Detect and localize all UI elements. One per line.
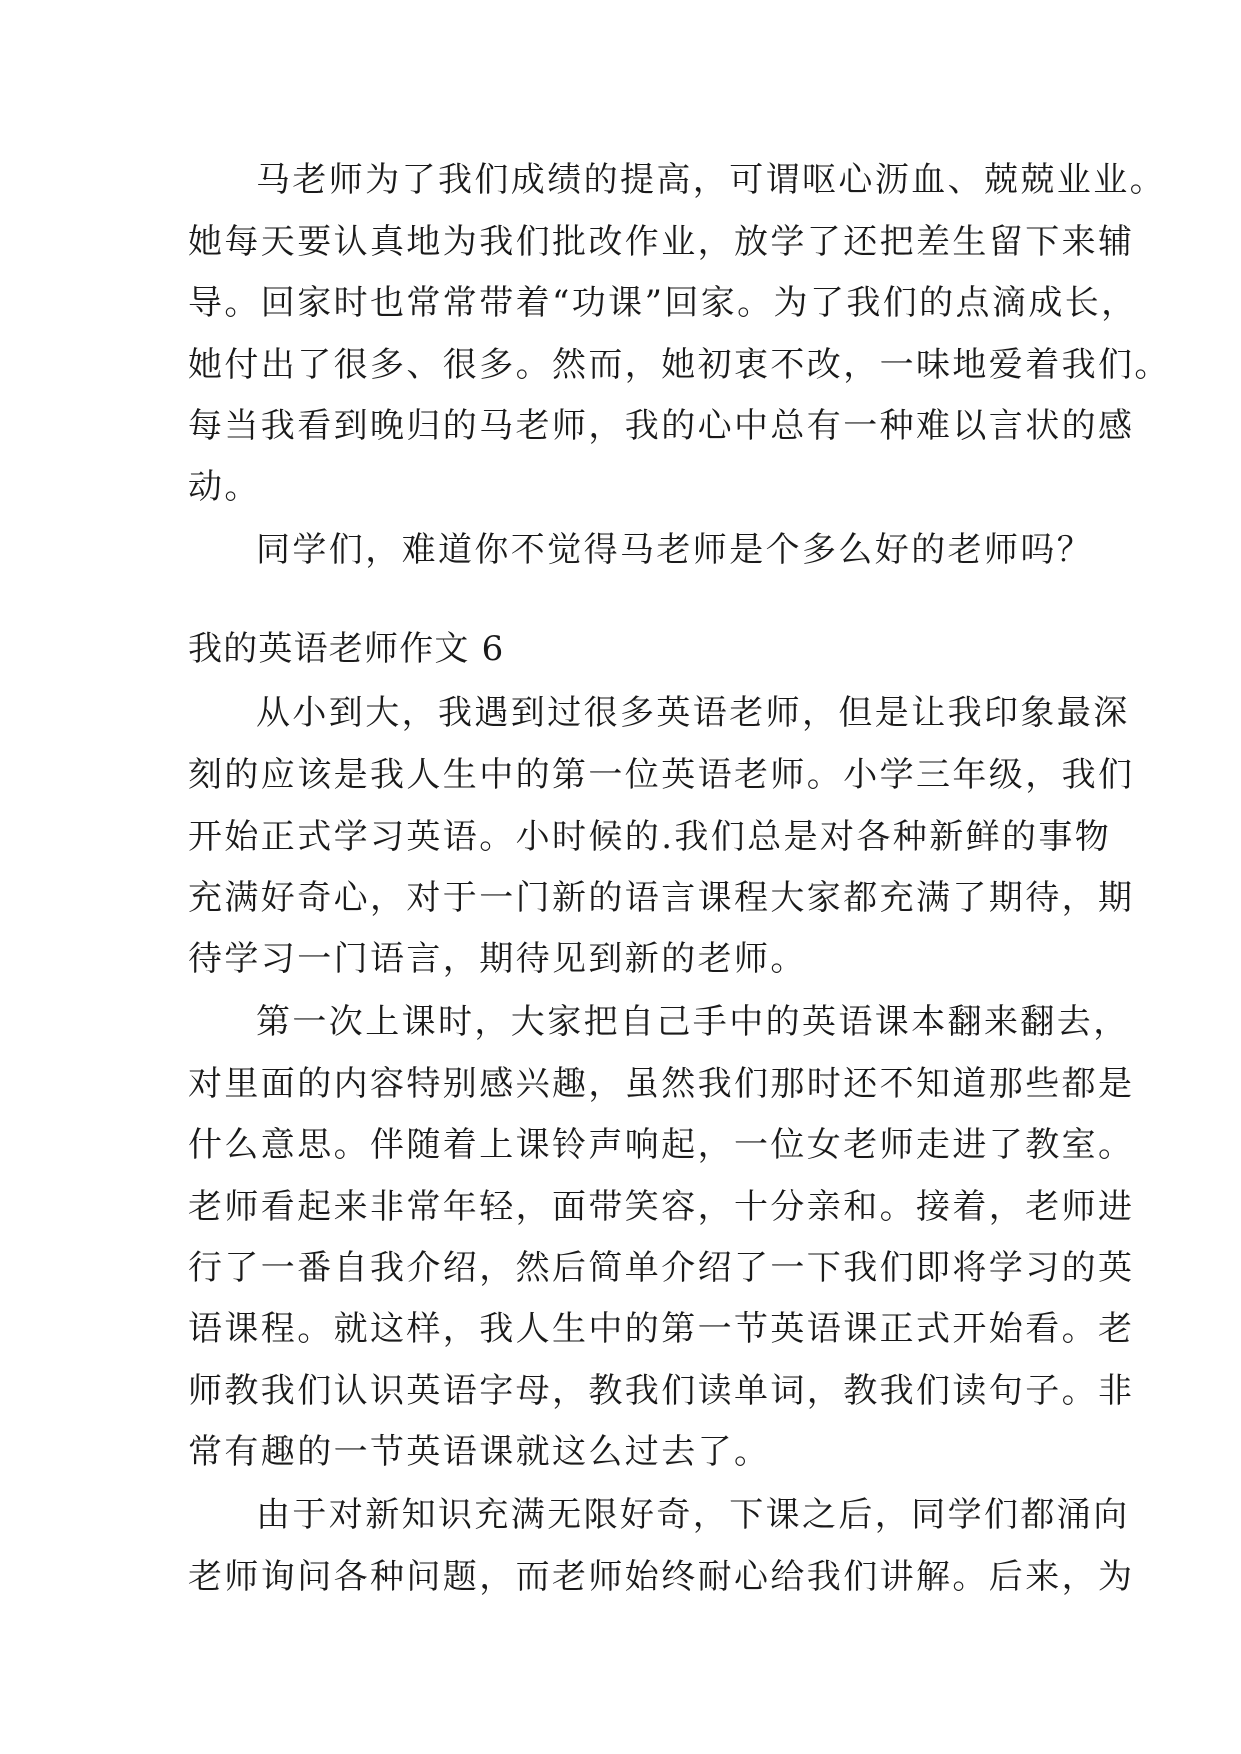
paragraph-line: 第一次上课时，大家把自己手中的英语课本翻来翻去， bbox=[256, 1002, 1130, 1042]
closing-line: 同学们，难道你不觉得马老师是个多么好的老师吗？ bbox=[256, 530, 1094, 570]
paragraph-line: 开始正式学习英语。小时候的.我们总是对各种新鲜的事物 bbox=[188, 817, 1112, 857]
paragraph-line: 老师询问各种问题，而老师始终耐心给我们讲解。后来，为 bbox=[188, 1557, 1135, 1597]
paragraph-line: 什么意思。伴随着上课铃声响起，一位女老师走进了教室。 bbox=[188, 1125, 1135, 1165]
paragraph-line: 她付出了很多、很多。然而，她初衷不改，一味地爱着我们。 bbox=[188, 345, 1171, 385]
paragraph-line: 由于对新知识充满无限好奇，下课之后，同学们都涌向 bbox=[256, 1495, 1130, 1535]
paragraph-line: 每当我看到晚归的马老师，我的心中总有一种难以言状的感 bbox=[188, 406, 1135, 446]
paragraph-line: 导。回家时也常常带着“功课”回家。为了我们的点滴成长， bbox=[188, 283, 1138, 323]
section-heading: 我的英语老师作文 6 bbox=[188, 629, 505, 669]
paragraph-line: 老师看起来非常年轻，面带笑容，十分亲和。接着，老师进 bbox=[188, 1187, 1135, 1227]
paragraph-line: 刻的应该是我人生中的第一位英语老师。小学三年级，我们 bbox=[188, 755, 1135, 795]
paragraph-line: 待学习一门语言，期待见到新的老师。 bbox=[188, 939, 807, 979]
paragraph-line: 马老师为了我们成绩的提高，可谓呕心沥血、兢兢业业。 bbox=[256, 160, 1166, 200]
paragraph-line: 行了一番自我介绍，然后简单介绍了一下我们即将学习的英 bbox=[188, 1248, 1135, 1288]
paragraph-line: 语课程。就这样，我人生中的第一节英语课正式开始看。老 bbox=[188, 1309, 1135, 1349]
paragraph-line: 她每天要认真地为我们批改作业，放学了还把差生留下来辅 bbox=[188, 222, 1135, 262]
paragraph-line: 常有趣的一节英语课就这么过去了。 bbox=[188, 1432, 771, 1472]
paragraph-line: 对里面的内容特别感兴趣，虽然我们那时还不知道那些都是 bbox=[188, 1064, 1135, 1104]
paragraph-line: 充满好奇心，对于一门新的语言课程大家都充满了期待，期 bbox=[188, 878, 1135, 918]
paragraph-line: 师教我们认识英语字母，教我们读单词，教我们读句子。非 bbox=[188, 1371, 1135, 1411]
paragraph-line: 动。 bbox=[188, 467, 261, 507]
paragraph-line: 从小到大，我遇到过很多英语老师，但是让我印象最深 bbox=[256, 693, 1130, 733]
